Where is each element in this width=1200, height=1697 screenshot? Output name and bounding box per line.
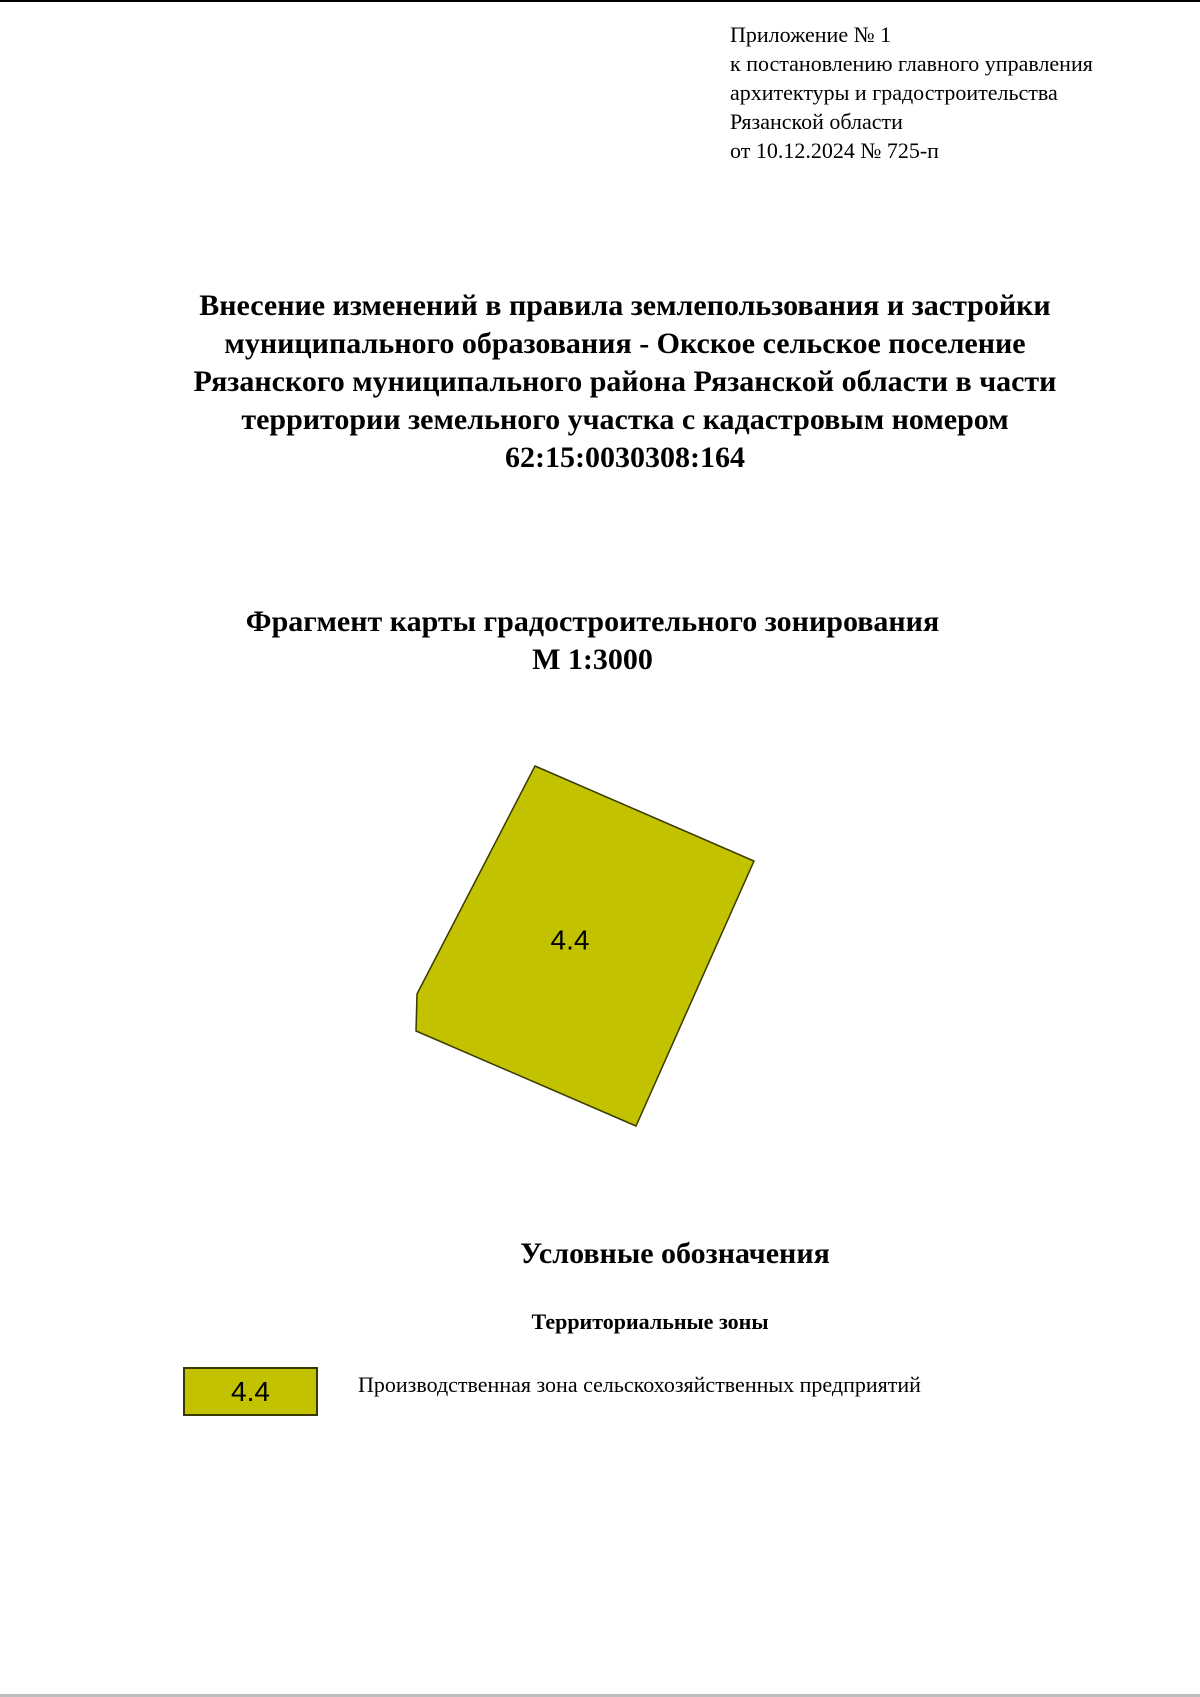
- legend-zone-code: 4.4: [231, 1375, 270, 1407]
- document-title-line: Рязанского муниципального района Рязанской области в части: [193, 365, 1057, 398]
- legend-title: Условные обозначения: [520, 1237, 830, 1270]
- annex-date-number: от 10.12.2024 № 725-п: [730, 138, 939, 163]
- legend-zone-swatch: [183, 1367, 318, 1416]
- document-title-line: муниципального образования - Окское сельское поселение: [224, 327, 1026, 360]
- document-title-line: территории земельного участка с кадастровым номером: [241, 403, 1009, 436]
- annex-line: к постановлению главного управления: [730, 51, 1093, 76]
- zoning-map-fragment: [400, 750, 780, 1140]
- cadastral-number: 62:15:0030308:164: [505, 441, 745, 474]
- annex-line: архитектуры и градостроительства: [730, 80, 1058, 105]
- document-title: [60, 287, 1190, 477]
- map-title-block: [0, 603, 1185, 679]
- zone-parcel-label: 4.4: [550, 924, 590, 956]
- map-scale: М 1:3000: [532, 643, 653, 676]
- page-top-border: [0, 0, 1200, 2]
- legend-subtitle: Территориальные зоны: [531, 1309, 769, 1334]
- annex-line: Приложение № 1: [730, 22, 892, 47]
- document-title-line: Внесение изменений в правила землепользования и застройки: [199, 289, 1051, 322]
- annex-block: [730, 20, 1190, 165]
- map-title: Фрагмент карты градостроительного зонирования: [245, 605, 940, 638]
- legend-zone-description: Производственная зона сельскохозяйственных предприятий: [358, 1372, 921, 1397]
- annex-line: Рязанской области: [730, 109, 903, 134]
